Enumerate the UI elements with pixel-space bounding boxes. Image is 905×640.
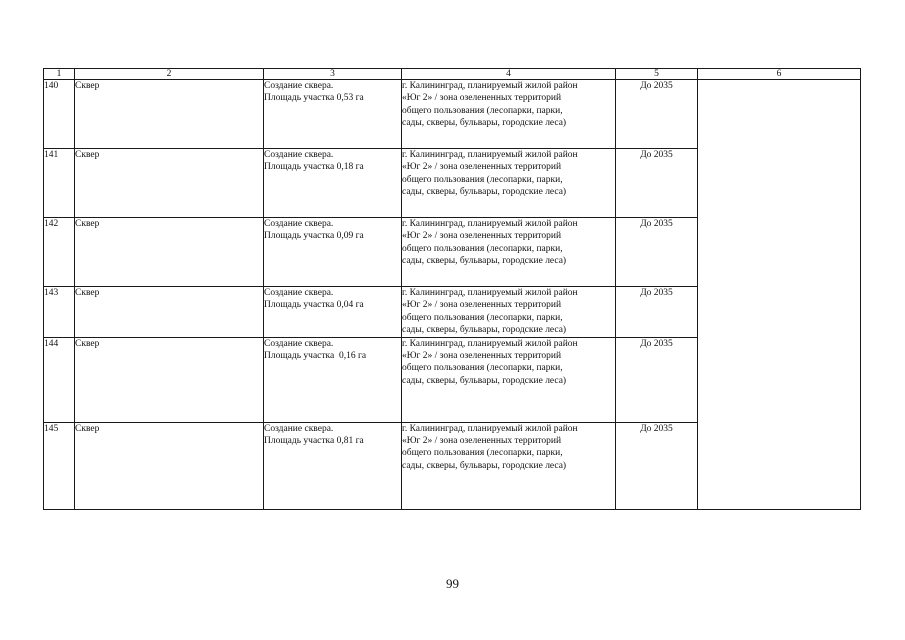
action-line: Создание сквера. xyxy=(264,81,334,91)
location-line: общего пользования (лесопарки, парки, xyxy=(402,243,563,254)
action-description xyxy=(264,287,402,338)
action-line: Площадь участка 0,81 га xyxy=(264,436,364,447)
deadline: До 2035 xyxy=(616,80,698,149)
action-description xyxy=(264,80,402,149)
location-line: сады, скверы, бульвары, городские леса) xyxy=(402,325,567,336)
location-line: сады, скверы, бульвары, городские леса) xyxy=(402,375,567,386)
action-line: Площадь участка 0,18 га xyxy=(264,162,364,173)
column-header: 6 xyxy=(698,69,861,80)
location-description xyxy=(402,337,616,422)
location-description xyxy=(402,287,616,338)
action-description xyxy=(264,337,402,422)
object-name: Сквер xyxy=(75,218,264,287)
deadline: До 2035 xyxy=(616,337,698,422)
location-line: «Юг 2» / зона озелененных территорий xyxy=(402,300,562,311)
action-description xyxy=(264,149,402,218)
location-line: г. Калининград, планируемый жилой район xyxy=(402,338,578,349)
location-line: «Юг 2» / зона озелененных территорий xyxy=(402,351,562,362)
row-number: 143 xyxy=(44,287,75,338)
column-header: 2 xyxy=(75,69,264,80)
location-line: г. Калининград, планируемый жилой район xyxy=(402,81,578,91)
location-line: общего пользования (лесопарки, парки, xyxy=(402,448,563,459)
object-name: Сквер xyxy=(75,287,264,338)
row-number: 142 xyxy=(44,218,75,287)
column-header: 4 xyxy=(402,69,616,80)
location-line: сады, скверы, бульвары, городские леса) xyxy=(402,118,567,129)
location-line: «Юг 2» / зона озелененных территорий xyxy=(402,231,562,242)
action-line: Создание сквера. xyxy=(264,423,334,434)
action-line: Создание сквера. xyxy=(264,150,334,160)
page-number: 99 xyxy=(446,576,459,591)
column-6-empty-cell xyxy=(698,80,861,510)
location-line: «Юг 2» / зона озелененных территорий xyxy=(402,162,562,173)
action-line: Площадь участка 0,04 га xyxy=(264,300,364,311)
location-line: г. Калининград, планируемый жилой район xyxy=(402,288,578,298)
location-description xyxy=(402,218,616,287)
location-description xyxy=(402,80,616,149)
row-number: 144 xyxy=(44,337,75,422)
action-line: Создание сквера. xyxy=(264,288,334,298)
row-number: 145 xyxy=(44,422,75,509)
action-description xyxy=(264,218,402,287)
location-line: сады, скверы, бульвары, городские леса) xyxy=(402,187,567,198)
location-line: сады, скверы, бульвары, городские леса) xyxy=(402,460,567,471)
deadline: До 2035 xyxy=(616,149,698,218)
location-line: «Юг 2» / зона озелененных территорий xyxy=(402,436,562,447)
location-line: общего пользования (лесопарки, парки, xyxy=(402,312,563,323)
location-line: сады, скверы, бульвары, городские леса) xyxy=(402,256,567,267)
location-line: г. Калининград, планируемый жилой район xyxy=(402,150,578,160)
deadline: До 2035 xyxy=(616,422,698,509)
action-line: Создание сквера. xyxy=(264,338,334,349)
deadline: До 2035 xyxy=(616,218,698,287)
column-header: 5 xyxy=(616,69,698,80)
location-line: г. Калининград, планируемый жилой район xyxy=(402,219,578,229)
row-number: 140 xyxy=(44,80,75,149)
location-line: общего пользования (лесопарки, парки, xyxy=(402,105,563,116)
action-description xyxy=(264,422,402,509)
document-table xyxy=(43,68,861,510)
table-row xyxy=(44,80,861,149)
action-line: Площадь участка 0,53 га xyxy=(264,93,364,104)
location-line: общего пользования (лесопарки, парки, xyxy=(402,363,563,374)
column-header: 3 xyxy=(264,69,402,80)
deadline: До 2035 xyxy=(616,287,698,338)
location-description xyxy=(402,149,616,218)
location-description xyxy=(402,422,616,509)
row-number: 141 xyxy=(44,149,75,218)
column-header: 1 xyxy=(44,69,75,80)
location-line: г. Калининград, планируемый жилой район xyxy=(402,423,578,434)
location-line: «Юг 2» / зона озелененных территорий xyxy=(402,93,562,104)
object-name: Сквер xyxy=(75,149,264,218)
action-line: Площадь участка 0,16 га xyxy=(264,351,367,362)
action-line: Создание сквера. xyxy=(264,219,334,229)
table-header-row xyxy=(44,69,861,80)
action-line: Площадь участка 0,09 га xyxy=(264,231,364,242)
location-line: общего пользования (лесопарки, парки, xyxy=(402,174,563,185)
object-name: Сквер xyxy=(75,422,264,509)
object-name: Сквер xyxy=(75,337,264,422)
object-name: Сквер xyxy=(75,80,264,149)
